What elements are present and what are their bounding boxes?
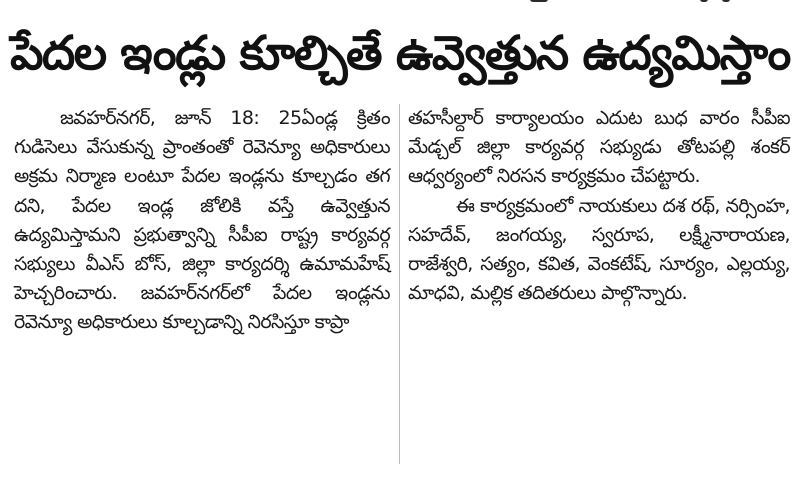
article-column-right	[408, 104, 790, 308]
column-divider	[399, 104, 400, 464]
article-column-left	[14, 104, 390, 338]
article-paragraph	[14, 104, 390, 338]
article-headline: పేదల ఇండ్లు కూల్చితే ఉవ్వెత్తున ఉద్యమిస్తాం	[10, 26, 790, 81]
article-lead-text: 25ఏండ్ల క్రితం గుడిసెలు వేసుకున్న ప్రాంతంతో రెవెన్యూ అధికారులు అక్రమ నిర్మాణ లంటూ పేదల ఇండ్లను కూల్చడం తగ దని, పేదల ఇండ్ల జోలికి వస్తే ఉవ్వెత్తున ఉద్యమిస్తామని ప్రభుత్వాన్ని సీపీఐ రాష్ట్ర కార్యవర్గ సభ్యులు వీఎస్‌ బోస్‌, జిల్లా కార్యదర్శి ఉమామహేష్‌ హెచ్చరించారు. జవహర్‌నగర్‌లో పేదల ఇండ్లను రెవెన్యూ అధికారులు కూల్చడాన్ని నిరసిస్తూ కాప్రా	[14, 107, 390, 334]
article-paragraph: ఈ కార్యక్రమంలో నాయకులు దశ రథ్‌, నర్సింహ, సహదేవ్‌, జంగయ్య, స్వరూప, లక్ష్మీనారాయణ, రాజేశ్వరి, సత్యం, కవిత, వెంకటేష్‌, సూర్యం, ఎల్లయ్య, మాధవి, మల్లిక తదితరులు పాల్గొన్నారు.	[408, 194, 790, 305]
cropped-text-fragment	[470, 0, 800, 6]
article-dateline: జవహర్‌నగర్‌, జూన్‌ 18:	[60, 107, 260, 129]
article-paragraph: తహసీల్దార్‌ కార్యాలయం ఎదుట బుధ వారం సీపీఐ మేడ్చల్‌ జిల్లా కార్యవర్గ సభ్యుడు తోటపల్లి శంకర్‌ ఆధ్వర్యంలో నిరసన కార్యక్రమం చేపట్టారు.	[408, 107, 790, 188]
article-body	[14, 104, 790, 476]
